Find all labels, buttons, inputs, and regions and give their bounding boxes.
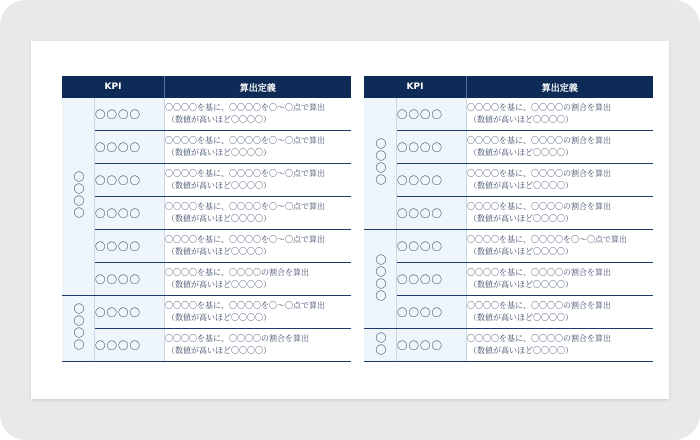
definition-line2: （数値が高いほど〇〇〇〇） xyxy=(469,313,573,322)
definition-cell xyxy=(467,131,653,164)
definition-cell xyxy=(165,98,351,131)
kpi-cell: 〇〇〇〇 xyxy=(397,164,467,197)
definition-line2: （数値が高いほど〇〇〇〇） xyxy=(469,181,573,190)
definition-line2: （数値が高いほど〇〇〇〇） xyxy=(167,181,271,190)
definition-cell xyxy=(467,263,653,296)
definition-header: 算出定義 xyxy=(165,76,351,98)
definition-line1: 〇〇〇〇を基に、〇〇〇〇を〇～〇点で算出 xyxy=(165,103,325,112)
group-cell xyxy=(364,329,397,362)
kpi-cell: 〇〇〇〇 xyxy=(397,329,467,362)
kpi-cell: 〇〇〇〇 xyxy=(397,230,467,263)
group-cell xyxy=(364,98,397,230)
definition-cell xyxy=(467,98,653,131)
kpi-cell: 〇〇〇〇 xyxy=(397,131,467,164)
definition-line1: 〇〇〇〇を基に、〇〇〇〇の割合を算出 xyxy=(165,268,309,277)
table-row xyxy=(62,329,351,362)
table-row xyxy=(364,329,653,362)
document-page xyxy=(31,41,669,399)
table-row xyxy=(62,230,351,263)
definition-line2: （数値が高いほど〇〇〇〇） xyxy=(469,115,573,124)
kpi-table-right xyxy=(364,76,653,362)
definition-line2: （数値が高いほど〇〇〇〇） xyxy=(167,148,271,157)
definition-cell xyxy=(165,329,351,362)
table-row xyxy=(62,164,351,197)
kpi-cell: 〇〇〇〇 xyxy=(397,296,467,329)
definition-line2: （数値が高いほど〇〇〇〇） xyxy=(469,214,573,223)
kpi-cell: 〇〇〇〇 xyxy=(397,197,467,230)
table-row xyxy=(364,131,653,164)
kpi-cell: 〇〇〇〇 xyxy=(397,263,467,296)
table-row xyxy=(364,296,653,329)
definition-cell xyxy=(467,296,653,329)
group-cell xyxy=(364,230,397,329)
group-cell xyxy=(62,296,95,362)
definition-cell xyxy=(467,164,653,197)
kpi-table-left xyxy=(62,76,351,362)
definition-cell xyxy=(467,230,653,263)
definition-line2: （数値が高いほど〇〇〇〇） xyxy=(469,280,573,289)
definition-line1: 〇〇〇〇を基に、〇〇〇〇の割合を算出 xyxy=(467,202,611,211)
table-header-row xyxy=(62,76,351,98)
kpi-header: KPI xyxy=(364,76,467,98)
definition-cell xyxy=(165,131,351,164)
table-row xyxy=(62,98,351,131)
definition-line1: 〇〇〇〇を基に、〇〇〇〇を〇～〇点で算出 xyxy=(165,202,325,211)
definition-line2: （数値が高いほど〇〇〇〇） xyxy=(167,313,271,322)
table-row xyxy=(364,197,653,230)
table-row xyxy=(62,197,351,230)
definition-line2: （数値が高いほど〇〇〇〇） xyxy=(167,115,271,124)
table-row xyxy=(364,230,653,263)
definition-line1: 〇〇〇〇を基に、〇〇〇〇の割合を算出 xyxy=(467,301,611,310)
table-header-row xyxy=(364,76,653,98)
definition-line1: 〇〇〇〇を基に、〇〇〇〇を〇～〇点で算出 xyxy=(165,169,325,178)
kpi-cell: 〇〇〇〇 xyxy=(95,131,165,164)
definition-line1: 〇〇〇〇を基に、〇〇〇〇を〇～〇点で算出 xyxy=(165,301,325,310)
definition-cell xyxy=(165,197,351,230)
definition-cell xyxy=(467,329,653,362)
definition-line1: 〇〇〇〇を基に、〇〇〇〇の割合を算出 xyxy=(467,268,611,277)
definition-line1: 〇〇〇〇を基に、〇〇〇〇を〇～〇点で算出 xyxy=(467,235,627,244)
kpi-cell: 〇〇〇〇 xyxy=(95,164,165,197)
definition-cell xyxy=(165,296,351,329)
kpi-cell: 〇〇〇〇 xyxy=(95,230,165,263)
definition-cell xyxy=(165,164,351,197)
table-row xyxy=(364,263,653,296)
definition-line1: 〇〇〇〇を基に、〇〇〇〇の割合を算出 xyxy=(467,103,611,112)
kpi-cell: 〇〇〇〇 xyxy=(95,329,165,362)
table-row xyxy=(62,131,351,164)
group-label: 〇〇〇〇 xyxy=(72,303,85,351)
table-row xyxy=(62,296,351,329)
definition-line2: （数値が高いほど〇〇〇〇） xyxy=(167,346,271,355)
kpi-cell: 〇〇〇〇 xyxy=(95,98,165,131)
kpi-cell: 〇〇〇〇 xyxy=(397,98,467,131)
definition-cell xyxy=(467,197,653,230)
definition-cell xyxy=(165,263,351,296)
group-label: 〇〇〇〇 xyxy=(374,253,387,302)
definition-line1: 〇〇〇〇を基に、〇〇〇〇の割合を算出 xyxy=(467,136,611,145)
kpi-cell: 〇〇〇〇 xyxy=(95,263,165,296)
kpi-cell: 〇〇〇〇 xyxy=(95,296,165,329)
definition-line2: （数値が高いほど〇〇〇〇） xyxy=(167,280,271,289)
definition-line1: 〇〇〇〇を基に、〇〇〇〇を〇～〇点で算出 xyxy=(165,136,325,145)
table-row xyxy=(364,98,653,131)
definition-line1: 〇〇〇〇を基に、〇〇〇〇の割合を算出 xyxy=(467,334,611,343)
group-label: 〇〇 xyxy=(374,331,387,356)
group-label: 〇〇〇〇 xyxy=(374,138,387,186)
definition-line2: （数値が高いほど〇〇〇〇） xyxy=(167,214,271,223)
definition-line1: 〇〇〇〇を基に、〇〇〇〇の割合を算出 xyxy=(165,334,309,343)
definition-cell xyxy=(165,230,351,263)
kpi-header: KPI xyxy=(62,76,165,98)
definition-line2: （数値が高いほど〇〇〇〇） xyxy=(469,346,573,355)
group-label: 〇〇〇〇 xyxy=(72,171,85,219)
definition-line2: （数値が高いほど〇〇〇〇） xyxy=(167,247,271,256)
definition-line1: 〇〇〇〇を基に、〇〇〇〇の割合を算出 xyxy=(467,169,611,178)
definition-header: 算出定義 xyxy=(467,76,653,98)
group-cell xyxy=(62,98,95,296)
table-row xyxy=(364,164,653,197)
definition-line2: （数値が高いほど〇〇〇〇） xyxy=(469,148,573,157)
definition-line2: （数値が高いほど〇〇〇〇） xyxy=(469,247,573,256)
table-row xyxy=(62,263,351,296)
kpi-cell: 〇〇〇〇 xyxy=(95,197,165,230)
definition-line1: 〇〇〇〇を基に、〇〇〇〇を〇～〇点で算出 xyxy=(165,235,325,244)
